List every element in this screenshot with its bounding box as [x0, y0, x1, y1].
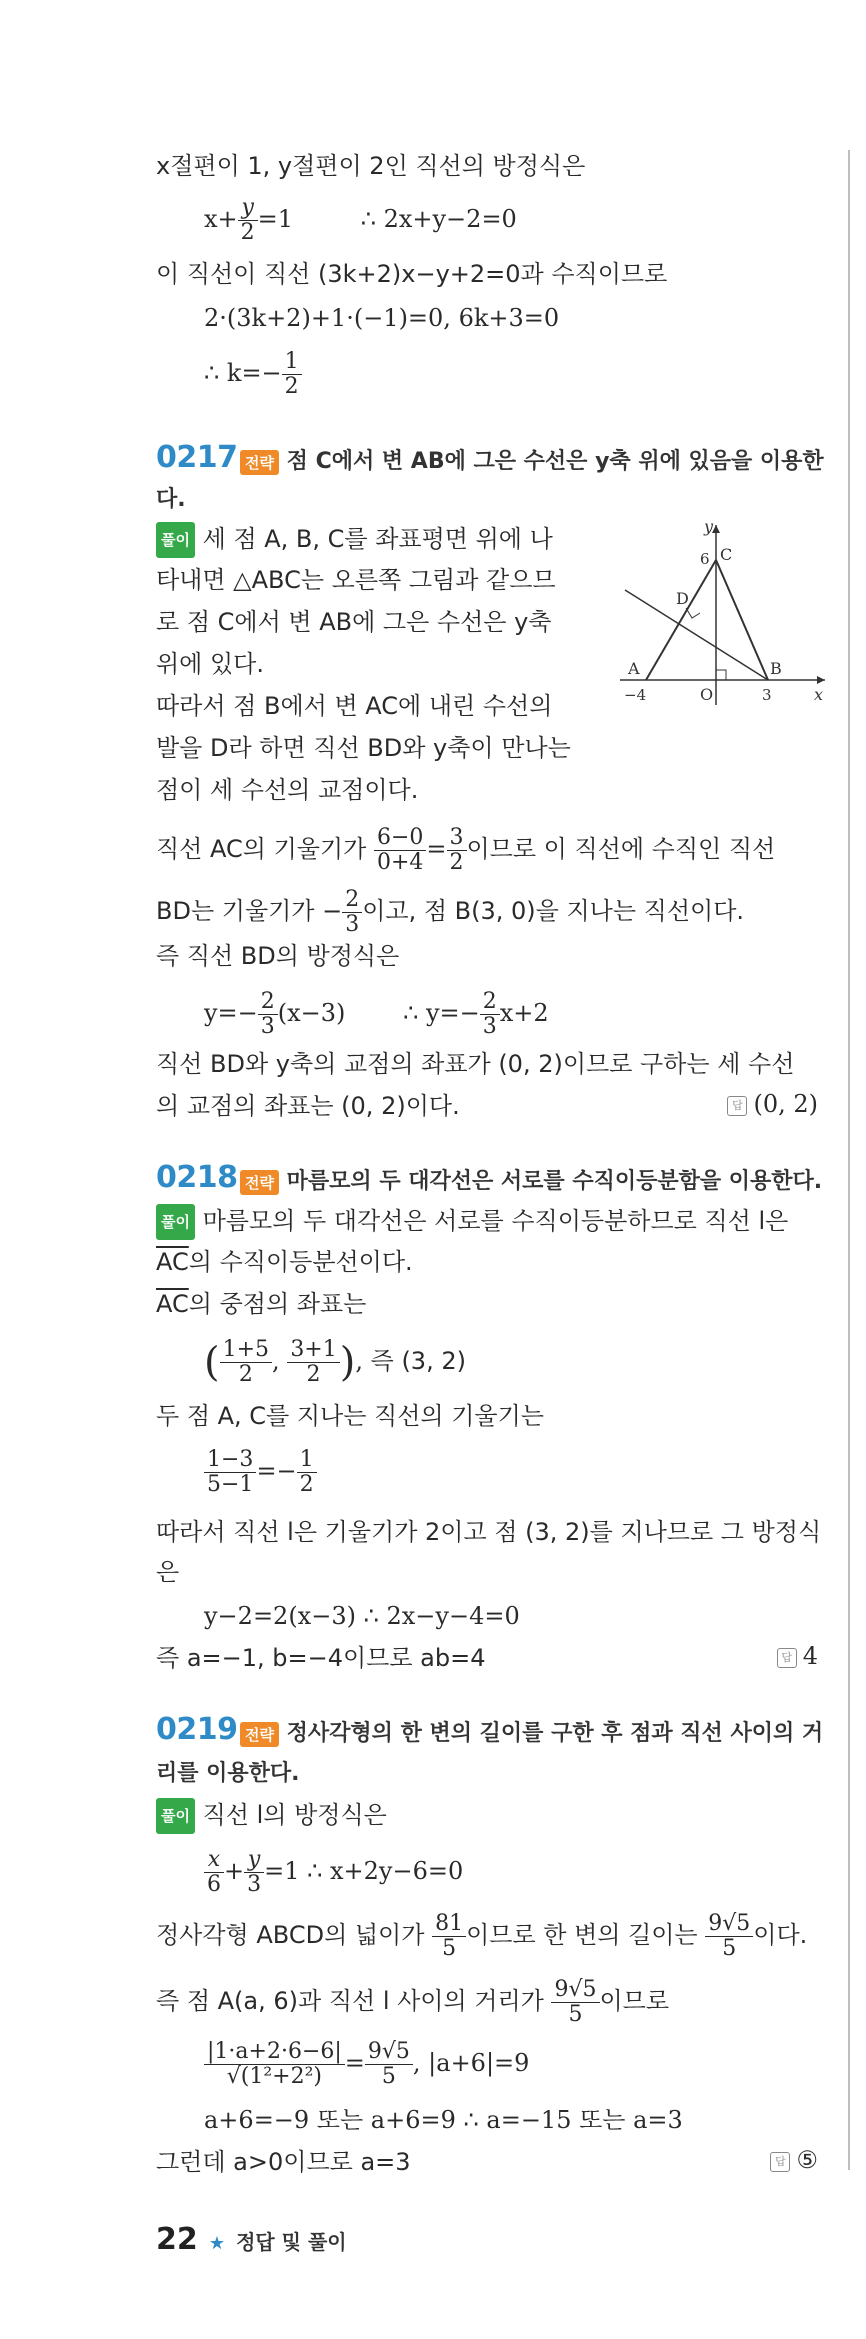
sol-0218-line-2: $\overline{AC}$의 수직이등분선이다. [156, 1248, 413, 1276]
answer-icon: 답 [770, 2152, 790, 2172]
sol-0217-line-6: 발을 D라 하면 직선 BD와 y축이 만나는 [156, 734, 571, 762]
answer-0218: 답 4 [777, 1642, 818, 1670]
strategy-0219: 전략 정사각형의 한 변의 길이를 구한 후 점과 직선 사이의 거 [240, 1716, 823, 1747]
label-three: 3 [762, 686, 772, 704]
sol-0219-line-1: 풀이 직선 l의 방정식은 [156, 1798, 387, 1834]
prev-equation-2: 2·(3k+2)+1·(−1)=0, 6k+3=0 [204, 304, 560, 332]
strategy-tag: 전략 [240, 1722, 279, 1747]
sol-0218-line-1: 풀이 마름모의 두 대각선은 서로를 수직이등분하므로 직선 l은 [156, 1204, 788, 1240]
strategy-0219-cont: 리를 이용한다. [156, 1761, 300, 1786]
strategy-tag: 전략 [240, 450, 279, 475]
label-a: A [628, 659, 640, 678]
label-six: 6 [700, 550, 710, 568]
prev-equation-1: x+ $\frac{y}{2}$ =1 ∴ 2x+y−2=0 [204, 195, 517, 245]
sol-0219-distance: 즉 점 A(a, 6)과 직선 l 사이의 거리가 $\frac{9√5}{5}$ 이므로 [156, 1977, 670, 2027]
label-o: O [700, 685, 714, 704]
sol-0217-bd-intro: 즉 직선 BD의 방정식은 [156, 942, 400, 970]
label-c: C [720, 545, 733, 564]
sol-0218-slope: $\frac{1-3}{5-1}$ =− $\frac{1}{2}$ [204, 1448, 317, 1497]
sol-0217-line-1: 풀이 세 점 A, B, C를 좌표평면 위에 나 [156, 522, 553, 558]
footer-label: 정답 및 풀이 [236, 2230, 347, 2254]
sol-0217-line-4: 위에 있다. [156, 650, 264, 678]
strategy-tag: 전략 [240, 1170, 279, 1195]
sol-0217-line-5: 따라서 점 B에서 변 AC에 내린 수선의 [156, 692, 553, 720]
label-y: y [704, 520, 714, 536]
prev-equation-3: ∴ k=− $\frac{1}{2}$ [204, 350, 302, 399]
sol-0219-final: 그런데 a>0이므로 a=3 [156, 2148, 411, 2176]
page-footer [156, 2222, 347, 2257]
sol-0217-conclusion-1: 직선 BD와 y축의 교점의 좌표가 (0, 2)이므로 구하는 세 수선 [156, 1050, 795, 1078]
prev-line-2: 이 직선이 직선 (3k+2)x−y+2=0과 수직이므로 [156, 260, 668, 288]
sol-0218-equation: y−2=2(x−3) ∴ 2x−y−4=0 [204, 1602, 520, 1630]
sol-0219-distance-formula: $\frac{|1\cdot a+2\cdot 6-6|}{\text{√(1²+2²)}}$ = $\frac{9√5}{5}$ , |a+6|=9 [204, 2040, 529, 2089]
problem-number-0217: 0217 [156, 440, 238, 475]
strategy-0218: 전략 마름모의 두 대각선은 서로를 수직이등분함을 이용한다. [240, 1164, 822, 1195]
answer-0217: 답 (0, 2) [727, 1090, 818, 1118]
sol-0218-midpoint-intro: $\overline{AC}$의 중점의 좌표는 [156, 1290, 367, 1318]
sol-0218-slope-intro: 두 점 A, C를 지나는 직선의 기울기는 [156, 1402, 544, 1430]
problem-number-0219: 0219 [156, 1712, 238, 1747]
label-minus-four: −4 [624, 686, 647, 704]
sol-0219-cases: a+6=−9 또는 a+6=9 ∴ a=−15 또는 a=3 [204, 2106, 683, 2134]
side-ac [646, 560, 716, 680]
sol-0218-line-eq-2: 은 [156, 1558, 180, 1586]
sol-0217-bd-slope: BD는 기울기가 − $\frac{2}{3}$ 이고, 점 B(3, 0)을 지나는 직선이다. [156, 887, 745, 937]
strategy-0217-cont: 다. [156, 487, 186, 512]
sol-0218-midpoint: ( $\frac{1+5}{2}$ , $\frac{3+1}{2}$ ), 즉 (3, 2) [204, 1337, 466, 1387]
column-rule [848, 150, 850, 2170]
answer-0219: 답 ⑤ [770, 2146, 818, 2174]
line-bd [625, 590, 768, 680]
sol-0217-slope: 직선 AC의 기울기가 $\frac{6-0}{0+4}$ = $\frac{3}{2}$ 이므로 이 직선에 수직인 직선 [156, 825, 776, 875]
sol-0219-line-equation: $\frac{x}{6}$ + $\frac{y}{3}$ =1 ∴ x+2y−6=0 [204, 1848, 463, 1897]
solution-tag: 풀이 [156, 522, 195, 558]
page-number: 22 [156, 2222, 198, 2257]
sol-0219-area: 정사각형 ABCD의 넓이가 $\frac{81}{5}$ 이므로 한 변의 길이는 $\frac{9√5}{5}$ 이다. [156, 1911, 808, 1961]
answer-icon: 답 [777, 1648, 797, 1668]
strategy-0217: 전략 점 C에서 변 AB에 그은 수선은 y축 위에 있음을 이용한 [240, 444, 824, 475]
problem-number-0218: 0218 [156, 1160, 238, 1195]
triangle-figure [620, 520, 830, 710]
sol-0217-bd-equation: y=− $\frac{2}{3}$ (x−3) ∴ y=− $\frac{2}{3}$ x+2 [204, 989, 549, 1039]
label-b: B [770, 659, 782, 678]
sol-0218-result: 즉 a=−1, b=−4이므로 ab=4 [156, 1644, 486, 1672]
star-icon: ★ [208, 2233, 225, 2254]
label-x: x [814, 685, 824, 704]
answer-icon: 답 [727, 1096, 747, 1116]
sol-0218-line-eq-1: 따라서 직선 l은 기울기가 2이고 점 (3, 2)를 지나므로 그 방정식 [156, 1518, 822, 1546]
side-cb [716, 560, 768, 680]
label-d: D [676, 589, 689, 608]
x-axis-arrow [817, 676, 825, 684]
sol-0217-line-3: 로 점 C에서 변 AB에 그은 수선은 y축 [156, 608, 552, 636]
sol-0217-line-2: 타내면 △ABC는 오른쪽 그림과 같으므 [156, 566, 556, 594]
solution-tag: 풀이 [156, 1798, 195, 1834]
solution-tag: 풀이 [156, 1204, 195, 1240]
y-axis-arrow [712, 525, 720, 533]
sol-0217-line-7: 점이 세 수선의 교점이다. [156, 776, 419, 804]
prev-line-1: x절편이 1, y절편이 2인 직선의 방정식은 [156, 152, 586, 180]
right-angle-o [716, 670, 726, 680]
sol-0217-conclusion-2: 의 교점의 좌표는 (0, 2)이다. [156, 1092, 460, 1120]
